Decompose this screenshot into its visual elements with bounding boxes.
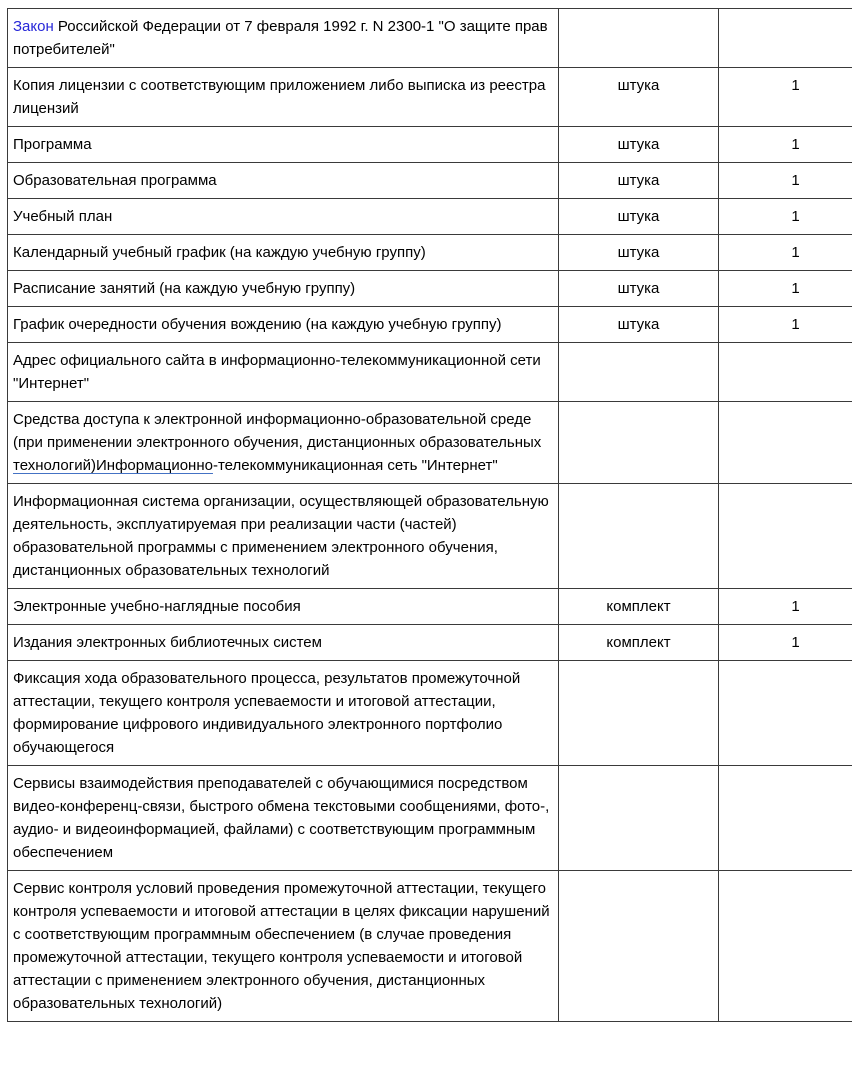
unit-cell bbox=[559, 871, 719, 1022]
unit-cell: штука bbox=[559, 163, 719, 199]
item-cell bbox=[8, 766, 559, 871]
law-hyperlink[interactable]: Закон bbox=[13, 18, 54, 35]
table-row bbox=[8, 661, 852, 766]
quantity-cell bbox=[719, 9, 852, 68]
item-cell bbox=[8, 163, 559, 199]
unit-cell: штука bbox=[559, 271, 719, 307]
unit-cell bbox=[559, 402, 719, 484]
item-cell bbox=[8, 402, 559, 484]
item-cell bbox=[8, 589, 559, 625]
requirements-table-body bbox=[8, 9, 852, 1022]
item-cell bbox=[8, 127, 559, 163]
item-cell bbox=[8, 625, 559, 661]
requirements-table bbox=[7, 8, 852, 1022]
table-row bbox=[8, 589, 852, 625]
item-cell bbox=[8, 199, 559, 235]
table-row bbox=[8, 271, 852, 307]
table-row bbox=[8, 766, 852, 871]
table-row bbox=[8, 127, 852, 163]
item-text: Информационная система организации, осуществляющей образовательную деятельность, эксплуатируемая при реализации части (частей) образовательной программы с применением электронного обучения, дистанционных образовательных технологий bbox=[13, 493, 549, 579]
table-row bbox=[8, 163, 852, 199]
item-cell bbox=[8, 661, 559, 766]
table-row bbox=[8, 235, 852, 271]
quantity-cell bbox=[719, 402, 852, 484]
item-cell bbox=[8, 343, 559, 402]
quantity-cell: 1 bbox=[719, 235, 852, 271]
inserted-underlined-text: технологий)Информационно bbox=[13, 457, 213, 474]
unit-cell: штука bbox=[559, 235, 719, 271]
item-text: Электронные учебно-наглядные пособия bbox=[13, 598, 301, 615]
table-row bbox=[8, 343, 852, 402]
quantity-cell: 1 bbox=[719, 127, 852, 163]
item-text: Образовательная программа bbox=[13, 172, 217, 189]
quantity-cell bbox=[719, 343, 852, 402]
item-text: Адрес официального сайта в информационно-телекоммуникационной сети "Интернет" bbox=[13, 352, 541, 392]
table-row bbox=[8, 199, 852, 235]
unit-cell: штука bbox=[559, 307, 719, 343]
quantity-cell bbox=[719, 766, 852, 871]
item-cell bbox=[8, 871, 559, 1022]
quantity-cell: 1 bbox=[719, 199, 852, 235]
item-text: Средства доступа к электронной информационно-образовательной среде (при применении электронного обучения, дистанционных образовательных bbox=[13, 411, 542, 451]
quantity-cell bbox=[719, 871, 852, 1022]
item-text: -телекоммуникационная сеть "Интернет" bbox=[212, 457, 498, 474]
item-cell bbox=[8, 271, 559, 307]
item-text: Копия лицензии с соответствующим приложением либо выписка из реестра лицензий bbox=[13, 77, 546, 117]
item-text: Сервисы взаимодействия преподавателей с обучающимися посредством видео-конференц-связи, быстрого обмена текстовыми сообщениями, фото-, аудио- и видеоинформацией, файлами) с соответствующим программным обеспечением bbox=[13, 775, 550, 861]
quantity-cell: 1 bbox=[719, 589, 852, 625]
unit-cell: комплект bbox=[559, 589, 719, 625]
table-row bbox=[8, 871, 852, 1022]
item-text: Расписание занятий (на каждую учебную группу) bbox=[13, 280, 356, 297]
quantity-cell: 1 bbox=[719, 307, 852, 343]
item-cell bbox=[8, 235, 559, 271]
quantity-cell: 1 bbox=[719, 625, 852, 661]
unit-cell bbox=[559, 484, 719, 589]
item-text: Сервис контроля условий проведения промежуточной аттестации, текущего контроля успеваемости и итоговой аттестации в целях фиксации нарушений с соответствующим программным обеспечением (в случае проведения промежуточной аттестации, текущего контроля успеваемости и итоговой аттестации с применением электронного обучения, дистанционных образовательных технологий) bbox=[13, 880, 550, 1012]
item-text: Издания электронных библиотечных систем bbox=[13, 634, 322, 651]
quantity-cell: 1 bbox=[719, 271, 852, 307]
item-cell bbox=[8, 68, 559, 127]
item-text: Российской Федерации от 7 февраля 1992 г. N 2300-1 "О защите прав потребителей" bbox=[13, 18, 548, 58]
table-row bbox=[8, 9, 852, 68]
quantity-cell: 1 bbox=[719, 163, 852, 199]
item-text: График очередности обучения вождению (на каждую учебную группу) bbox=[13, 316, 502, 333]
table-row bbox=[8, 402, 852, 484]
document-page bbox=[7, 8, 846, 1022]
item-cell bbox=[8, 9, 559, 68]
unit-cell bbox=[559, 661, 719, 766]
unit-cell: штука bbox=[559, 199, 719, 235]
item-cell bbox=[8, 307, 559, 343]
quantity-cell bbox=[719, 661, 852, 766]
unit-cell bbox=[559, 343, 719, 402]
item-cell bbox=[8, 484, 559, 589]
unit-cell: штука bbox=[559, 127, 719, 163]
unit-cell: комплект bbox=[559, 625, 719, 661]
table-row bbox=[8, 484, 852, 589]
table-row bbox=[8, 68, 852, 127]
unit-cell bbox=[559, 9, 719, 68]
quantity-cell bbox=[719, 484, 852, 589]
table-row bbox=[8, 625, 852, 661]
unit-cell: штука bbox=[559, 68, 719, 127]
table-row bbox=[8, 307, 852, 343]
item-text: Учебный план bbox=[13, 208, 113, 225]
quantity-cell: 1 bbox=[719, 68, 852, 127]
item-text: Программа bbox=[13, 136, 92, 153]
item-text: Календарный учебный график (на каждую учебную группу) bbox=[13, 244, 426, 261]
item-text: Фиксация хода образовательного процесса, результатов промежуточной аттестации, текущего контроля успеваемости и итоговой аттестации, формирование цифрового индивидуального электронного портфолио обучающегося bbox=[13, 670, 521, 756]
unit-cell bbox=[559, 766, 719, 871]
